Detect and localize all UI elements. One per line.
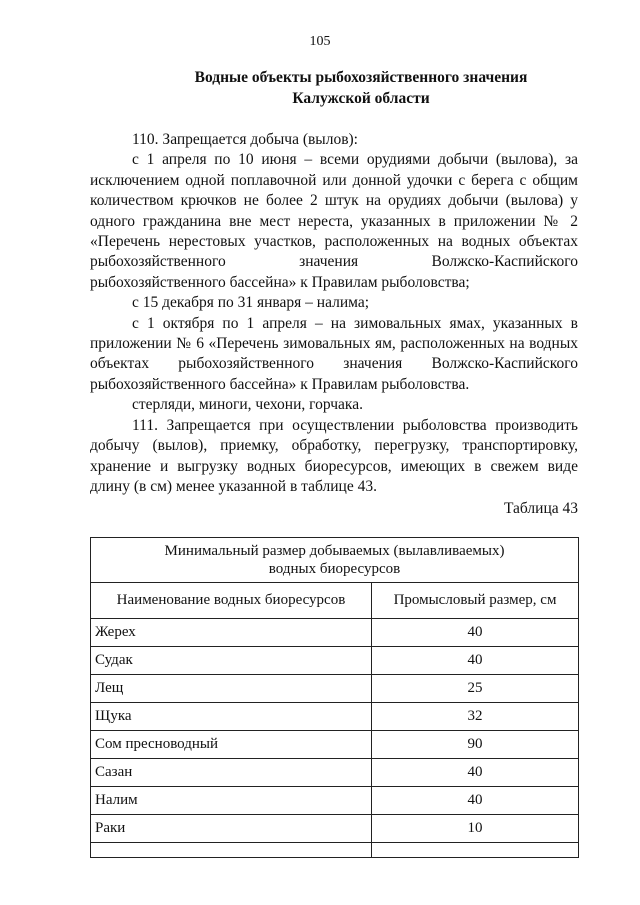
blank-cell xyxy=(91,843,372,858)
document-heading xyxy=(0,67,640,109)
paragraph-110: 110. Запрещается добыча (вылов): xyxy=(132,131,358,148)
species-name: Раки xyxy=(91,815,372,843)
paragraph-period-spring: с 1 апреля по 10 июня – всеми орудиями добычи (вылова), за исключением одной поплавочной или донной удочки с берега с общим количеством крючков не более 2 штук на орудиях добычи (вылова) у одного гражданина вне мест нереста, указанных в приложении № 2 «Перечень нерестовых участков, расположенных на водных объектах рыбохозяйственного значения Волжско-Каспийского рыбохозяйственного бассейна» к Правилам рыболовства; xyxy=(90,151,578,291)
species-size: 40 xyxy=(372,619,579,647)
column-header-size: Промысловый размер, см xyxy=(372,583,579,619)
table-row xyxy=(91,647,579,675)
min-size-table xyxy=(90,537,579,858)
table-row xyxy=(91,815,579,843)
paragraph-period-wintering: с 1 октября по 1 апреля – на зимовальных ямах, указанных в приложении № 6 «Перечень зимовальных ям, расположенных на водных объектах рыбохозяйственного значения Волжско-Каспийского рыбохозяйственного бассейна» к Правилам рыболовства. xyxy=(90,314,578,393)
document-body xyxy=(90,130,578,497)
heading-line-1: Водные объекты рыбохозяйственного значения xyxy=(194,69,528,86)
table-row xyxy=(91,759,579,787)
page-number: 105 xyxy=(309,34,331,49)
species-size: 40 xyxy=(372,787,579,815)
table-row xyxy=(91,675,579,703)
species-name: Судак xyxy=(91,647,372,675)
species-size: 90 xyxy=(372,731,579,759)
paragraph-period-burbot: с 15 декабря по 31 января – налима; xyxy=(132,294,370,312)
table-caption-line-2: водных биоресурсов xyxy=(268,561,401,577)
paragraph-111: 111. Запрещается при осуществлении рыболовства производить добычу (вылов), приемку, обработку, перегрузку, транспортировку, хранение и выгрузку водных биоресурсов, имеющих в свежем виде длину (в см) менее указанной в таблице 43. xyxy=(90,416,578,495)
species-name: Жерех xyxy=(91,619,372,647)
species-size: 32 xyxy=(372,703,579,731)
species-name: Лещ xyxy=(91,675,372,703)
species-size: 10 xyxy=(372,815,579,843)
table-row xyxy=(91,619,579,647)
species-size: 25 xyxy=(372,675,579,703)
paragraph-species: стерляди, миноги, чехони, горчака. xyxy=(132,396,363,414)
species-size: 40 xyxy=(372,647,579,675)
blank-cell xyxy=(372,843,579,858)
table-row xyxy=(91,703,579,731)
species-name: Налим xyxy=(91,787,372,815)
table-caption-cell xyxy=(91,538,579,583)
table-row xyxy=(91,787,579,815)
table-row-blank xyxy=(91,843,579,858)
species-size: 40 xyxy=(372,759,579,787)
species-name: Сазан xyxy=(91,759,372,787)
table-row xyxy=(91,731,579,759)
column-header-name: Наименование водных биоресурсов xyxy=(91,583,372,619)
species-name: Сом пресноводный xyxy=(91,731,372,759)
table-caption-line-1: Минимальный размер добываемых (вылавливаемых) xyxy=(164,543,505,559)
table-label: Таблица 43 xyxy=(503,500,578,517)
heading-line-2: Калужской области xyxy=(292,90,430,107)
species-name: Щука xyxy=(91,703,372,731)
